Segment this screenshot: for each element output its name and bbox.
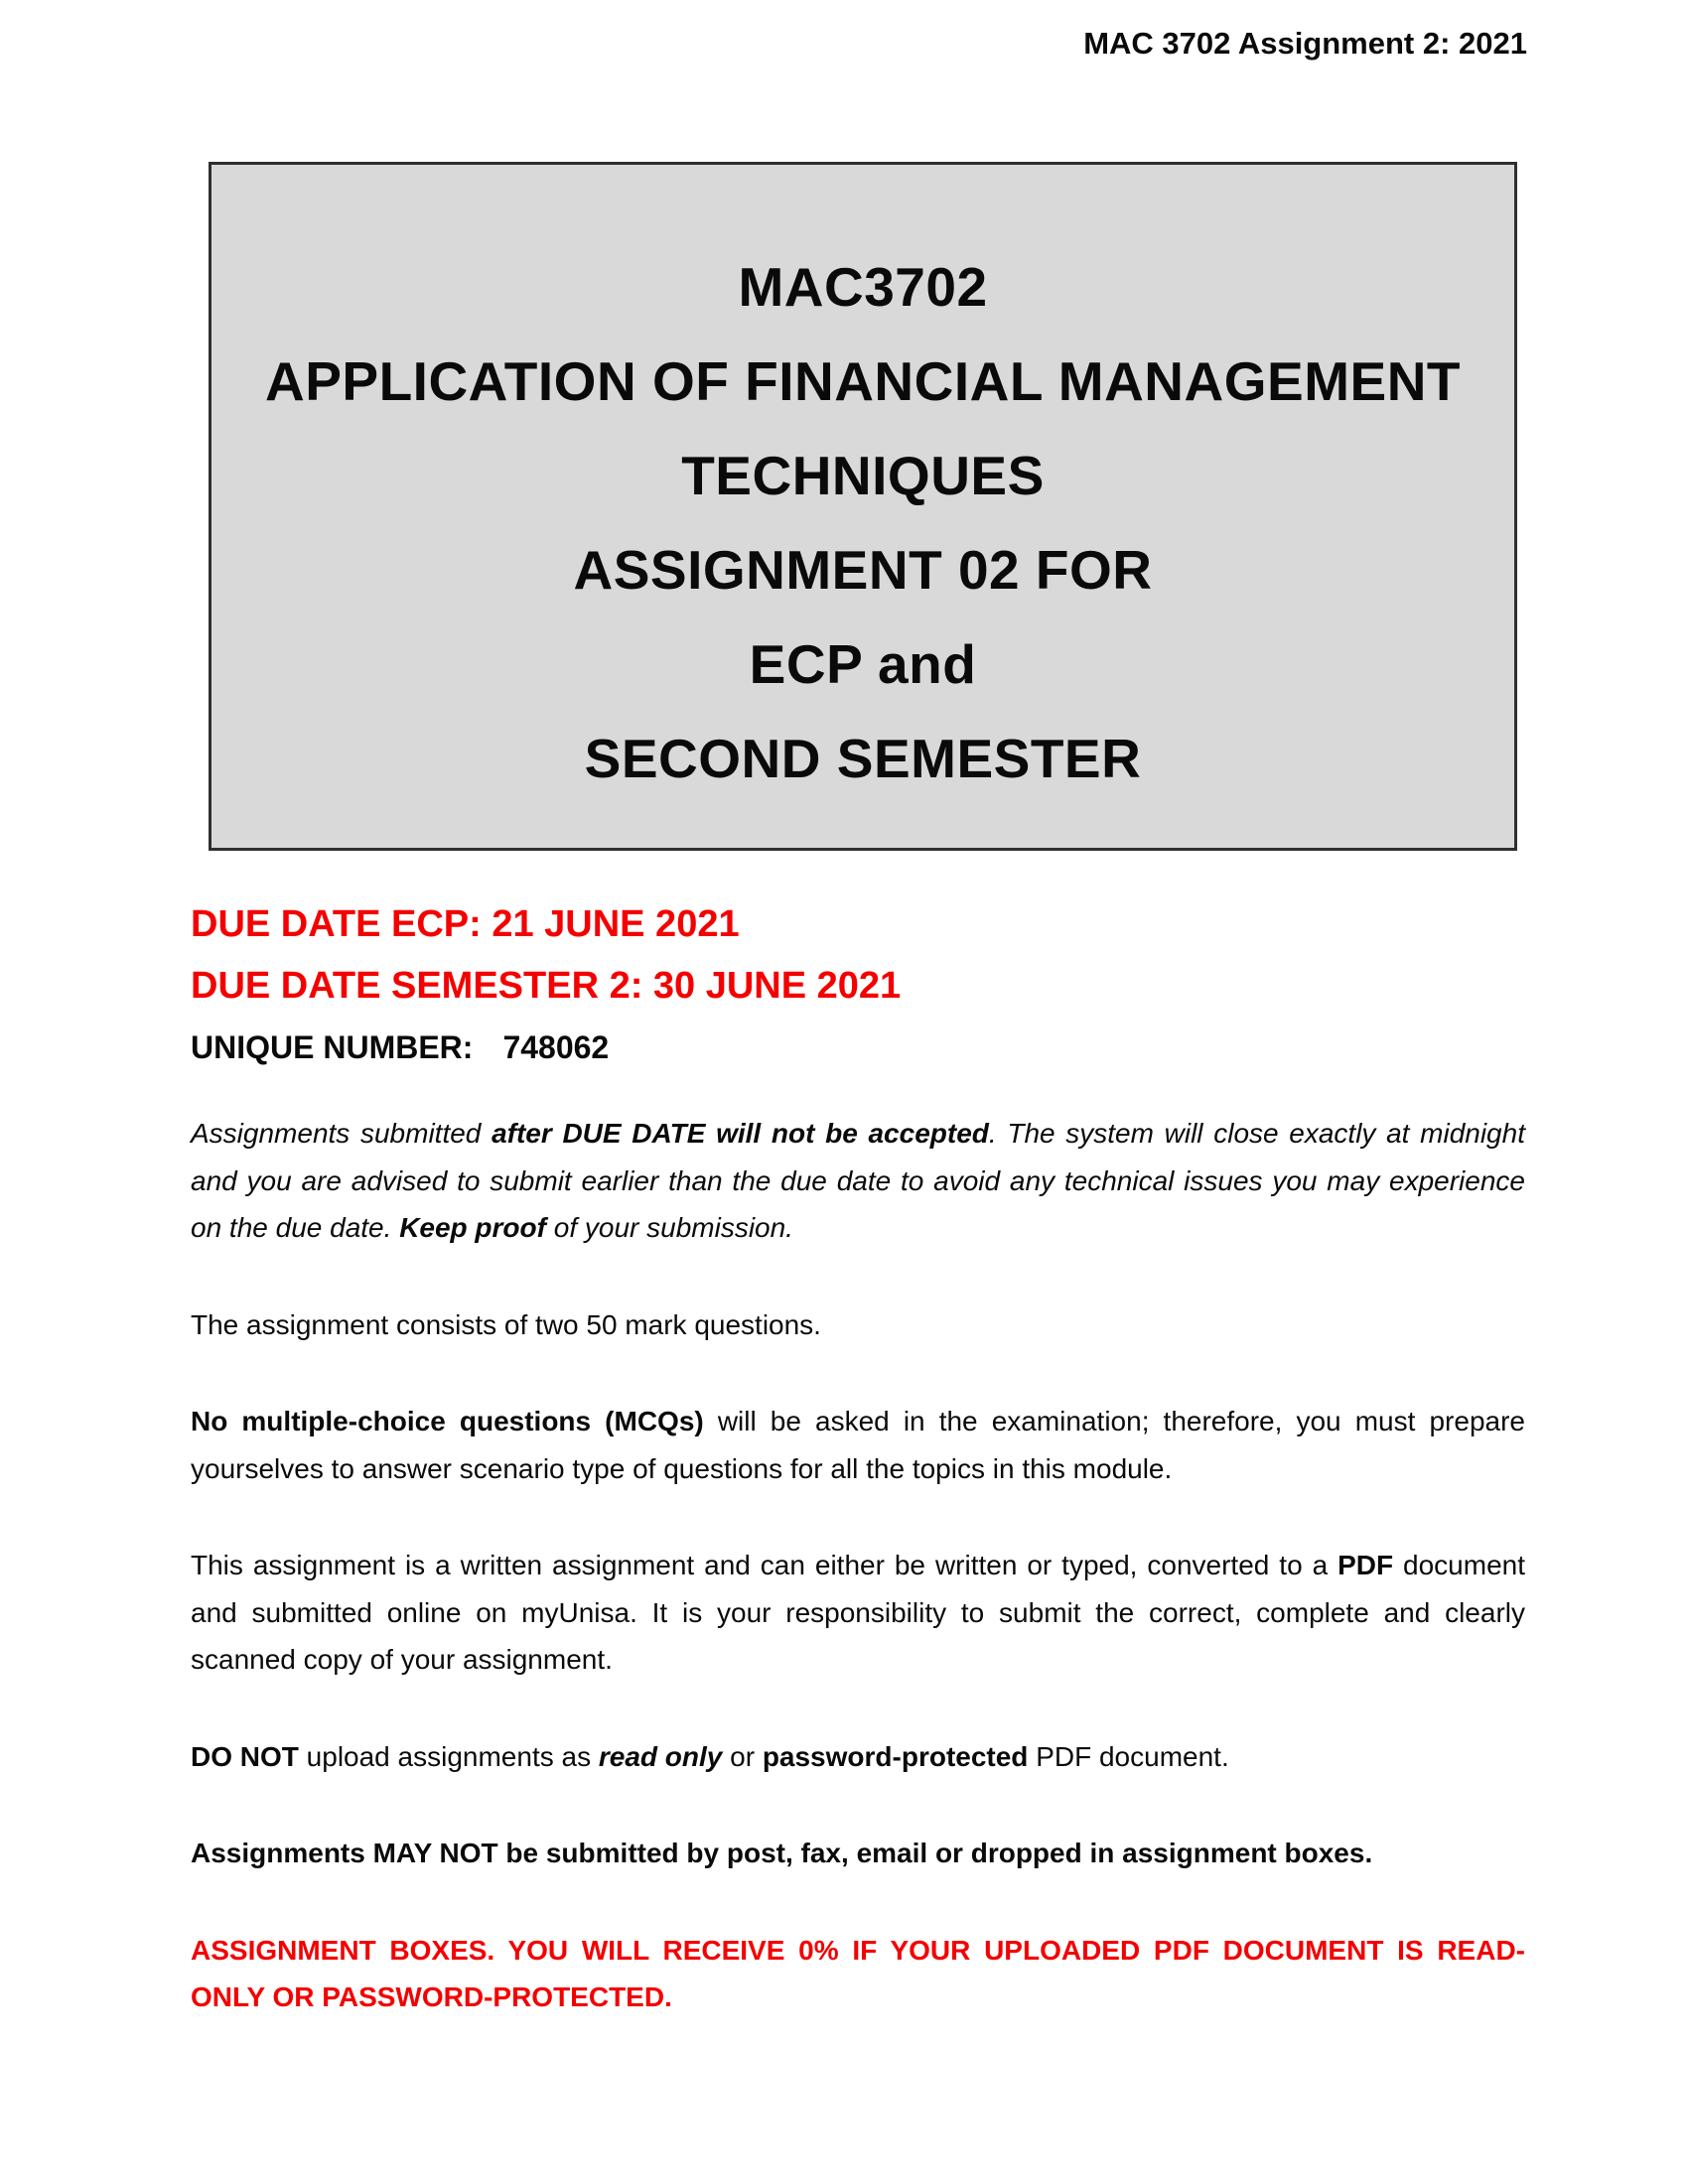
title-module-code: MAC3702 <box>738 256 988 318</box>
body-text <box>191 1110 1525 2021</box>
paragraph-deadline-note: Assignments submitted after DUE DATE will not be accepted. The system will close exactly at midnight and you are advised to submit earlier than the due date to avoid any technical issues you may experience on the due date. Keep proof of your submission. <box>191 1118 1525 1243</box>
paragraph-zero-percent-warning: ASSIGNMENT BOXES. YOU WILL RECEIVE 0% IF YOUR UPLOADED PDF DOCUMENT IS READ-ONLY OR PASSWORD-PROTECTED. <box>191 1934 1525 2012</box>
unique-number <box>191 1023 901 1072</box>
due-date-block <box>191 893 901 1072</box>
due-date-semester2: DUE DATE SEMESTER 2: 30 JUNE 2021 <box>191 965 902 1007</box>
title-module-name-2: TECHNIQUES <box>681 445 1045 506</box>
due-date-ecp: DUE DATE ECP: 21 JUNE 2021 <box>191 903 740 945</box>
unique-number-label: UNIQUE NUMBER: <box>191 1029 474 1065</box>
title-box <box>209 162 1517 851</box>
unique-number-value: 748062 <box>502 1029 610 1065</box>
page-header: MAC 3702 Assignment 2: 2021 <box>1083 26 1527 61</box>
title-semester: SECOND SEMESTER <box>584 728 1142 789</box>
title-module-name-1: APPLICATION OF FINANCIAL MANAGEMENT <box>264 350 1462 412</box>
paragraph-mcq-note: No multiple-choice questions (MCQs) will be asked in the examination; therefore, you must prepare yourselves to answer scenario type of questions for all the topics in this module. <box>191 1406 1525 1484</box>
paragraph-readonly-warning: DO NOT upload assignments as read only or password-protected PDF document. <box>191 1740 1229 1772</box>
title-assignment: ASSIGNMENT 02 FOR <box>573 539 1153 601</box>
title-ecp: ECP and <box>749 633 977 695</box>
paragraph-assignment-structure: The assignment consists of two 50 mark questions. <box>191 1308 821 1340</box>
paragraph-format-instructions: This assignment is a written assignment and can either be written or typed, converted to a PDF document and submitted online on myUnisa. It is your responsibility to submit the correct, complete and clearly scanned copy of your assignment. <box>191 1550 1525 1675</box>
paragraph-submission-channels: Assignments MAY NOT be submitted by post, fax, email or dropped in assignment boxes. <box>191 1838 1373 1868</box>
